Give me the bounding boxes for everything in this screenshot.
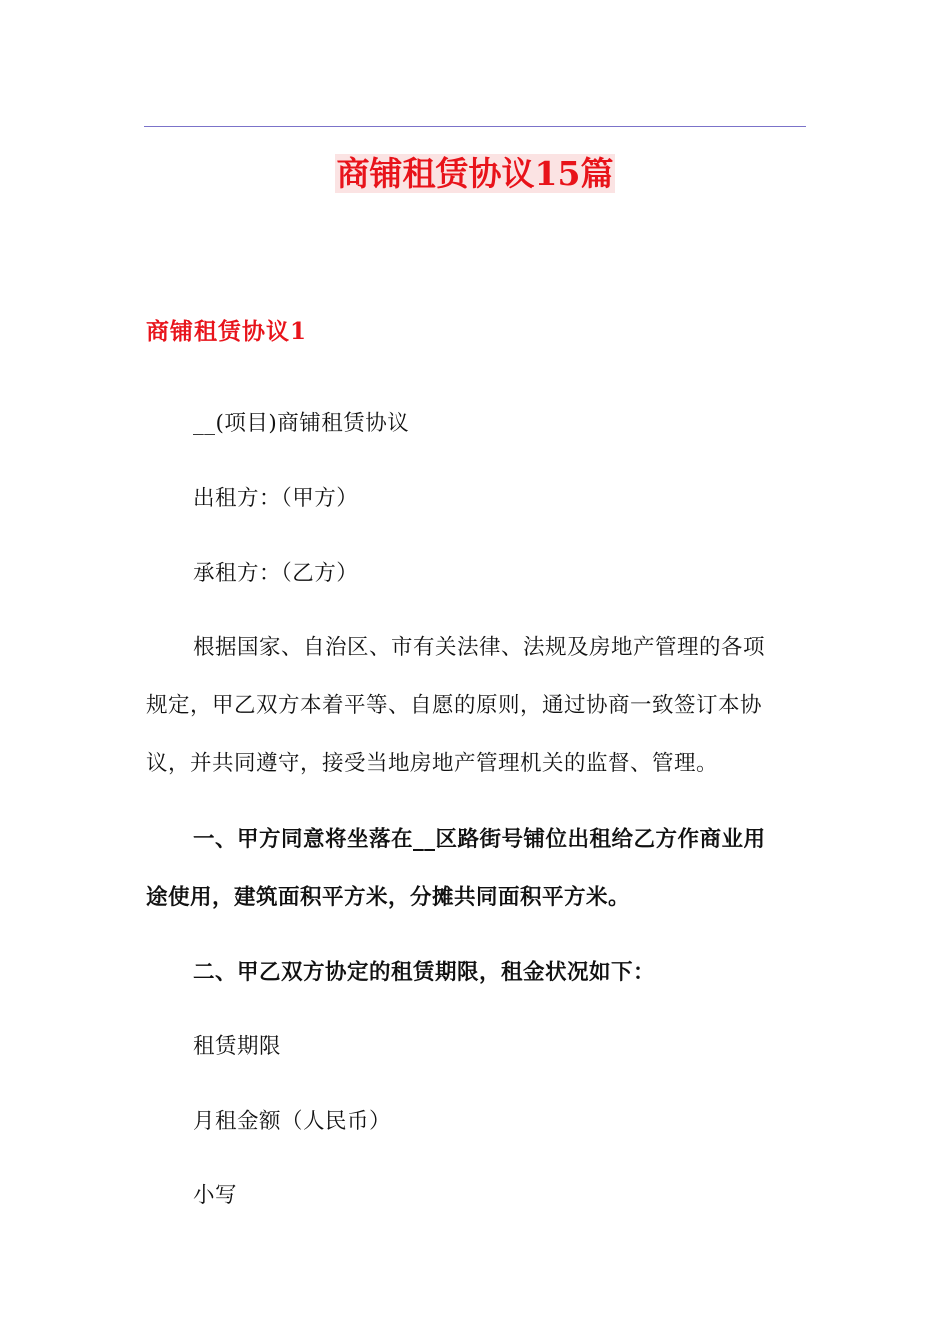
clause-one-line: 途使用，建筑面积平方米，分摊共同面积平方米。 [146,885,631,910]
paragraph-lessee: 承租方：（乙方） [193,561,359,586]
paragraph-intro-line: 规定，甲乙双方本着平等、自愿的原则，通过协商一致签订本协 [146,693,763,718]
section-title: 商铺租赁协议1 [146,318,308,345]
clause-one-line: 一、甲方同意将坐落在__区路街号铺位出租给乙方作商业用 [193,827,766,852]
header-rule [144,126,806,127]
document-title-text: 商铺租赁协议15篇 [336,154,614,193]
clause-two: 二、甲乙双方协定的租赁期限，租金状况如下： [193,960,656,985]
paragraph-intro-line: 议，并共同遵守，接受当地房地产管理机关的监督、管理。 [146,751,719,776]
paragraph-intro [146,619,808,793]
clause-one [146,811,808,927]
document-title [0,150,950,198]
lowercase-label: 小写 [193,1183,238,1208]
monthly-rent-label: 月租金额（人民币） [193,1109,392,1134]
paragraph-intro-line: 根据国家、自治区、市有关法律、法规及房地产管理的各项 [193,635,766,660]
paragraph-lessor: 出租方：（甲方） [193,486,359,511]
paragraph-project: __(项目)商铺租赁协议 [193,411,410,436]
lease-term-label: 租赁期限 [193,1034,282,1059]
